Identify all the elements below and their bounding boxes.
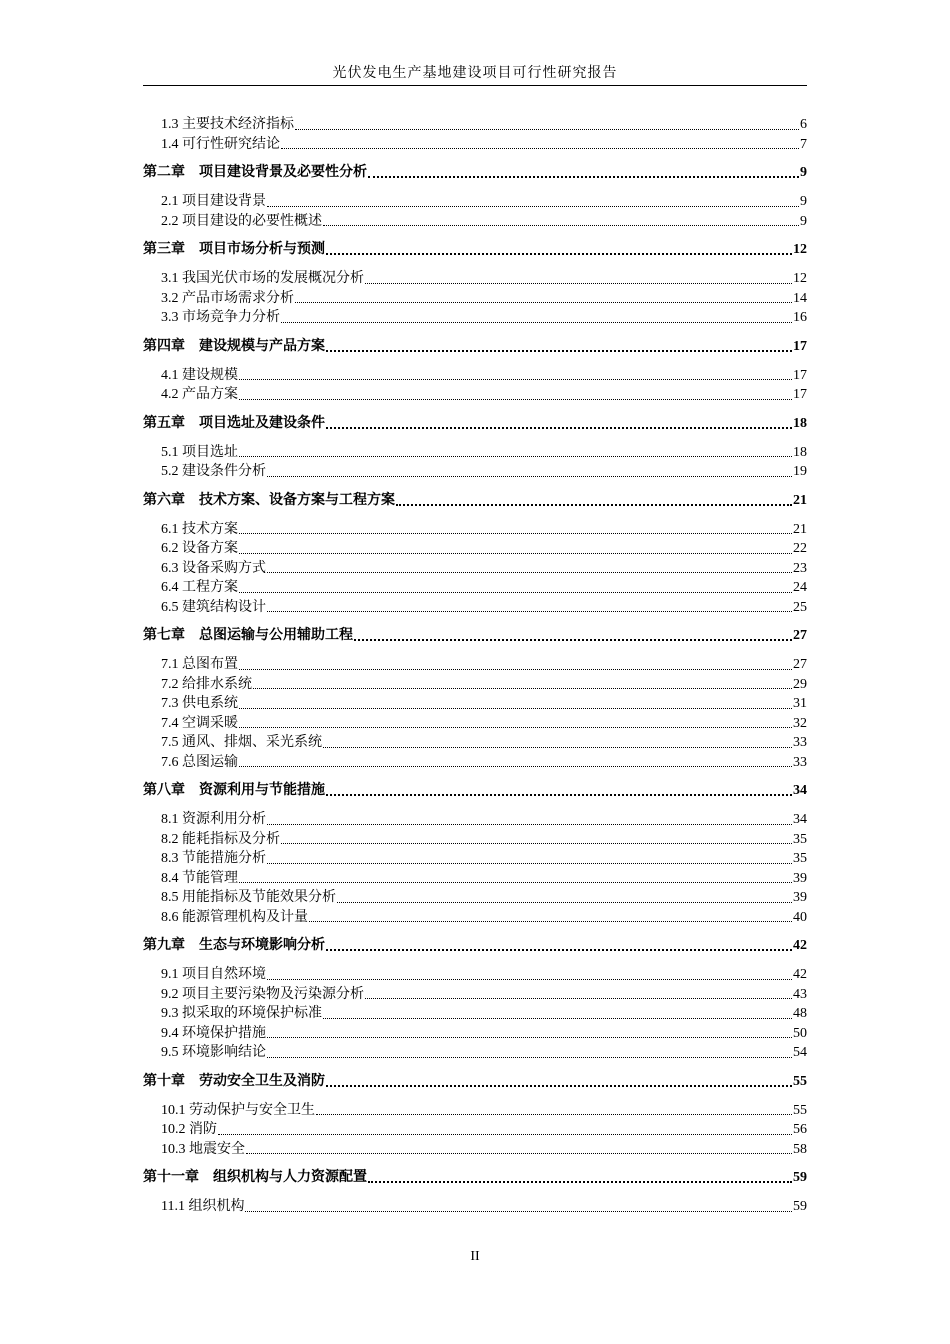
toc-entry-page-number: 40 [793, 909, 807, 925]
dot-leader [323, 1018, 792, 1019]
toc-section-entry[interactable] [143, 1043, 807, 1063]
toc-entry-page-number: 54 [793, 1045, 807, 1060]
toc-entry-page-number: 23 [793, 560, 807, 576]
toc-entry-label: 1.3 主要技术经济指标 [161, 117, 294, 132]
toc-section-entry[interactable] [143, 289, 807, 309]
toc-entry-page-number: 33 [793, 735, 807, 750]
dot-leader [267, 611, 792, 612]
header-rule [143, 85, 807, 86]
dot-leader [218, 1134, 792, 1135]
toc-entry-label: 8.6 能源管理机构及计量 [161, 909, 308, 925]
toc-chapter-entry[interactable] [143, 491, 807, 511]
dot-leader [239, 708, 792, 709]
toc-entry-page-number: 27 [793, 628, 807, 643]
toc-entry-page-number: 14 [793, 290, 807, 306]
dot-leader [368, 176, 799, 178]
dot-leader [267, 572, 792, 573]
toc-entry-page-number: 34 [793, 783, 807, 798]
toc-section-entry[interactable] [143, 578, 807, 598]
toc-section-entry[interactable] [143, 830, 807, 850]
toc-entry-page-number: 35 [793, 851, 807, 866]
toc-section-entry[interactable] [143, 1120, 807, 1140]
dot-leader [267, 824, 792, 825]
toc-entry-label: 第二章 项目建设背景及必要性分析 [143, 165, 367, 180]
toc-section-entry[interactable] [143, 192, 807, 212]
toc-entry-page-number: 6 [800, 117, 807, 132]
toc-entry-page-number: 58 [793, 1141, 807, 1157]
dot-leader [316, 1114, 792, 1115]
dot-leader [239, 379, 792, 380]
toc-entry-label: 4.2 产品方案 [161, 387, 238, 402]
toc-entry-page-number: 17 [793, 387, 807, 402]
toc-entry-page-number: 9 [800, 213, 807, 229]
dot-leader [267, 476, 792, 477]
dot-leader [309, 921, 792, 922]
toc-section-entry[interactable] [143, 308, 807, 328]
toc-entry-page-number: 43 [793, 986, 807, 1002]
toc-entry-label: 5.1 项目选址 [161, 444, 238, 460]
toc-entry-label: 第三章 项目市场分析与预测 [143, 242, 325, 257]
toc-entry-page-number: 18 [793, 444, 807, 460]
toc-entry-label: 2.1 项目建设背景 [161, 194, 266, 209]
toc-entry-page-number: 33 [793, 754, 807, 770]
toc-section-entry[interactable] [143, 598, 807, 618]
dot-leader [326, 1085, 792, 1087]
toc-section-entry[interactable] [143, 212, 807, 232]
toc-section-entry[interactable] [143, 269, 807, 289]
toc-entry-label: 4.1 建设规模 [161, 367, 238, 383]
toc-entry-page-number: 42 [793, 938, 807, 953]
dot-leader [295, 129, 799, 130]
toc-entry-label: 8.1 资源利用分析 [161, 812, 266, 827]
dot-leader [326, 350, 792, 352]
toc-section-entry[interactable] [143, 733, 807, 753]
toc-section-entry[interactable] [143, 869, 807, 889]
toc-entry-label: 7.1 总图布置 [161, 657, 238, 672]
toc-entry-page-number: 25 [793, 599, 807, 615]
toc-entry-label: 3.1 我国光伏市场的发展概况分析 [161, 271, 364, 286]
toc-entry-page-number: 24 [793, 580, 807, 595]
toc-entry-label: 6.2 设备方案 [161, 541, 238, 556]
toc-chapter-entry[interactable] [143, 1072, 807, 1092]
dot-leader [267, 1037, 792, 1038]
toc-section-entry[interactable] [143, 366, 807, 386]
toc-chapter-entry[interactable] [143, 626, 807, 646]
toc-entry-label: 7.4 空调采暖 [161, 715, 238, 731]
toc-entry-label: 7.6 总图运输 [161, 754, 238, 770]
toc-section-entry[interactable] [143, 1101, 807, 1121]
toc-entry-page-number: 35 [793, 831, 807, 847]
toc-entry-label: 6.3 设备采购方式 [161, 560, 266, 576]
toc-section-entry[interactable] [143, 385, 807, 405]
toc-entry-label: 7.2 给排水系统 [161, 676, 252, 692]
dot-leader [239, 669, 792, 670]
toc-entry-label: 9.4 环境保护措施 [161, 1025, 266, 1041]
toc-entry-page-number: 21 [793, 521, 807, 537]
toc-entry-label: 6.4 工程方案 [161, 580, 238, 595]
dot-leader [267, 979, 792, 980]
toc-entry-page-number: 39 [793, 890, 807, 905]
toc-entry-page-number: 27 [793, 657, 807, 672]
toc-chapter-entry[interactable] [143, 337, 807, 357]
toc-section-entry[interactable] [143, 753, 807, 773]
dot-leader [368, 1181, 792, 1183]
toc-entry-page-number: 42 [793, 967, 807, 982]
table-of-contents [143, 115, 807, 1217]
toc-section-entry[interactable] [143, 675, 807, 695]
toc-section-entry[interactable] [143, 1004, 807, 1024]
toc-entry-label: 2.2 项目建设的必要性概述 [161, 213, 322, 229]
toc-entry-page-number: 22 [793, 541, 807, 556]
toc-entry-label: 第八章 资源利用与节能措施 [143, 783, 325, 798]
toc-entry-page-number: 12 [793, 271, 807, 286]
dot-leader [326, 949, 792, 951]
toc-entry-page-number: 59 [793, 1199, 807, 1214]
toc-section-entry[interactable] [143, 443, 807, 463]
toc-section-entry[interactable] [143, 1197, 807, 1217]
dot-leader [326, 253, 792, 255]
toc-entry-label: 第六章 技术方案、设备方案与工程方案 [143, 492, 395, 508]
toc-entry-label: 第五章 项目选址及建设条件 [143, 415, 325, 431]
toc-entry-page-number: 48 [793, 1006, 807, 1021]
toc-entry-page-number: 17 [793, 338, 807, 354]
toc-chapter-entry[interactable] [143, 781, 807, 801]
toc-entry-page-number: 50 [793, 1025, 807, 1041]
dot-leader [239, 399, 792, 400]
dot-leader [295, 302, 792, 303]
toc-chapter-entry[interactable] [143, 163, 807, 183]
running-header: 光伏发电生产基地建设项目可行性研究报告 [332, 66, 618, 81]
toc-entry-label: 第四章 建设规模与产品方案 [143, 338, 325, 354]
toc-section-entry[interactable] [143, 965, 807, 985]
toc-entry-page-number: 56 [793, 1122, 807, 1137]
toc-entry-page-number: 59 [793, 1170, 807, 1185]
toc-entry-page-number: 32 [793, 715, 807, 731]
toc-entry-label: 8.4 节能管理 [161, 870, 238, 886]
dot-leader [281, 322, 792, 323]
toc-chapter-entry[interactable] [143, 1168, 807, 1188]
toc-entry-label: 10.2 消防 [161, 1122, 217, 1137]
toc-entry-label: 9.3 拟采取的环境保护标准 [161, 1006, 322, 1021]
dot-leader [239, 766, 792, 767]
toc-section-entry[interactable] [143, 1140, 807, 1160]
dot-leader [267, 1057, 792, 1058]
toc-entry-label: 9.1 项目自然环境 [161, 967, 266, 982]
toc-entry-page-number: 12 [793, 242, 807, 257]
toc-entry-label: 7.3 供电系统 [161, 696, 238, 711]
dot-leader [323, 747, 792, 748]
toc-entry-page-number: 29 [793, 676, 807, 692]
toc-section-entry[interactable] [143, 559, 807, 579]
toc-chapter-entry[interactable] [143, 240, 807, 260]
dot-leader [365, 283, 792, 284]
toc-entry-page-number: 18 [793, 415, 807, 431]
dot-leader [267, 206, 799, 207]
toc-section-entry[interactable] [143, 694, 807, 714]
dot-leader [337, 902, 792, 903]
dot-leader [326, 794, 792, 796]
toc-entry-label: 第七章 总图运输与公用辅助工程 [143, 628, 353, 643]
dot-leader [326, 427, 792, 429]
dot-leader [239, 533, 792, 534]
toc-entry-page-number: 17 [793, 367, 807, 383]
toc-entry-label: 8.5 用能指标及节能效果分析 [161, 890, 336, 905]
dot-leader [245, 1211, 792, 1212]
toc-section-entry[interactable] [143, 714, 807, 734]
dot-leader [246, 1153, 792, 1154]
toc-entry-label: 5.2 建设条件分析 [161, 464, 266, 479]
dot-leader [239, 727, 792, 728]
toc-section-entry[interactable] [143, 135, 807, 155]
toc-section-entry[interactable] [143, 908, 807, 928]
toc-entry-label: 6.1 技术方案 [161, 521, 238, 537]
toc-entry-label: 9.5 环境影响结论 [161, 1045, 266, 1060]
toc-entry-page-number: 9 [800, 194, 807, 209]
dot-leader [323, 225, 799, 226]
toc-entry-label: 1.4 可行性研究结论 [161, 136, 280, 152]
toc-entry-page-number: 7 [800, 136, 807, 152]
toc-entry-page-number: 31 [793, 696, 807, 711]
toc-entry-page-number: 55 [793, 1102, 807, 1118]
toc-section-entry[interactable] [143, 810, 807, 830]
toc-entry-label: 3.3 市场竞争力分析 [161, 310, 280, 325]
toc-entry-label: 10.1 劳动保护与安全卫生 [161, 1102, 315, 1118]
toc-entry-page-number: 19 [793, 464, 807, 479]
toc-section-entry[interactable] [143, 655, 807, 675]
dot-leader [239, 882, 792, 883]
toc-entry-label: 3.2 产品市场需求分析 [161, 290, 294, 306]
dot-leader [253, 688, 792, 689]
dot-leader [281, 843, 792, 844]
toc-entry-page-number: 55 [793, 1073, 807, 1089]
toc-section-entry[interactable] [143, 985, 807, 1005]
toc-section-entry[interactable] [143, 1024, 807, 1044]
toc-entry-page-number: 21 [793, 492, 807, 508]
toc-entry-label: 11.1 组织机构 [161, 1199, 245, 1214]
dot-leader [239, 456, 792, 457]
toc-chapter-entry[interactable] [143, 414, 807, 434]
toc-entry-label: 6.5 建筑结构设计 [161, 599, 266, 615]
toc-entry-page-number: 34 [793, 812, 807, 827]
toc-section-entry[interactable] [143, 849, 807, 869]
toc-entry-label: 第九章 生态与环境影响分析 [143, 938, 325, 953]
toc-section-entry[interactable] [143, 462, 807, 482]
toc-entry-label: 8.2 能耗指标及分析 [161, 831, 280, 847]
dot-leader [239, 592, 792, 593]
toc-section-entry[interactable] [143, 888, 807, 908]
dot-leader [396, 504, 792, 506]
toc-section-entry[interactable] [143, 539, 807, 559]
toc-entry-label: 8.3 节能措施分析 [161, 851, 266, 866]
dot-leader [267, 863, 792, 864]
toc-entry-label: 第十一章 组织机构与人力资源配置 [143, 1170, 367, 1185]
toc-entry-page-number: 9 [800, 165, 807, 180]
toc-entry-label: 第十章 劳动安全卫生及消防 [143, 1073, 325, 1089]
toc-entry-label: 7.5 通风、排烟、采光系统 [161, 735, 322, 750]
dot-leader [281, 148, 799, 149]
toc-entry-page-number: 39 [793, 870, 807, 886]
dot-leader [354, 639, 792, 641]
toc-section-entry[interactable] [143, 115, 807, 135]
toc-entry-page-number: 16 [793, 310, 807, 325]
toc-chapter-entry[interactable] [143, 936, 807, 956]
dot-leader [239, 553, 792, 554]
toc-section-entry[interactable] [143, 520, 807, 540]
page-number: II [470, 1249, 480, 1264]
dot-leader [365, 998, 792, 999]
toc-entry-label: 9.2 项目主要污染物及污染源分析 [161, 986, 364, 1002]
toc-entry-label: 10.3 地震安全 [161, 1141, 245, 1157]
